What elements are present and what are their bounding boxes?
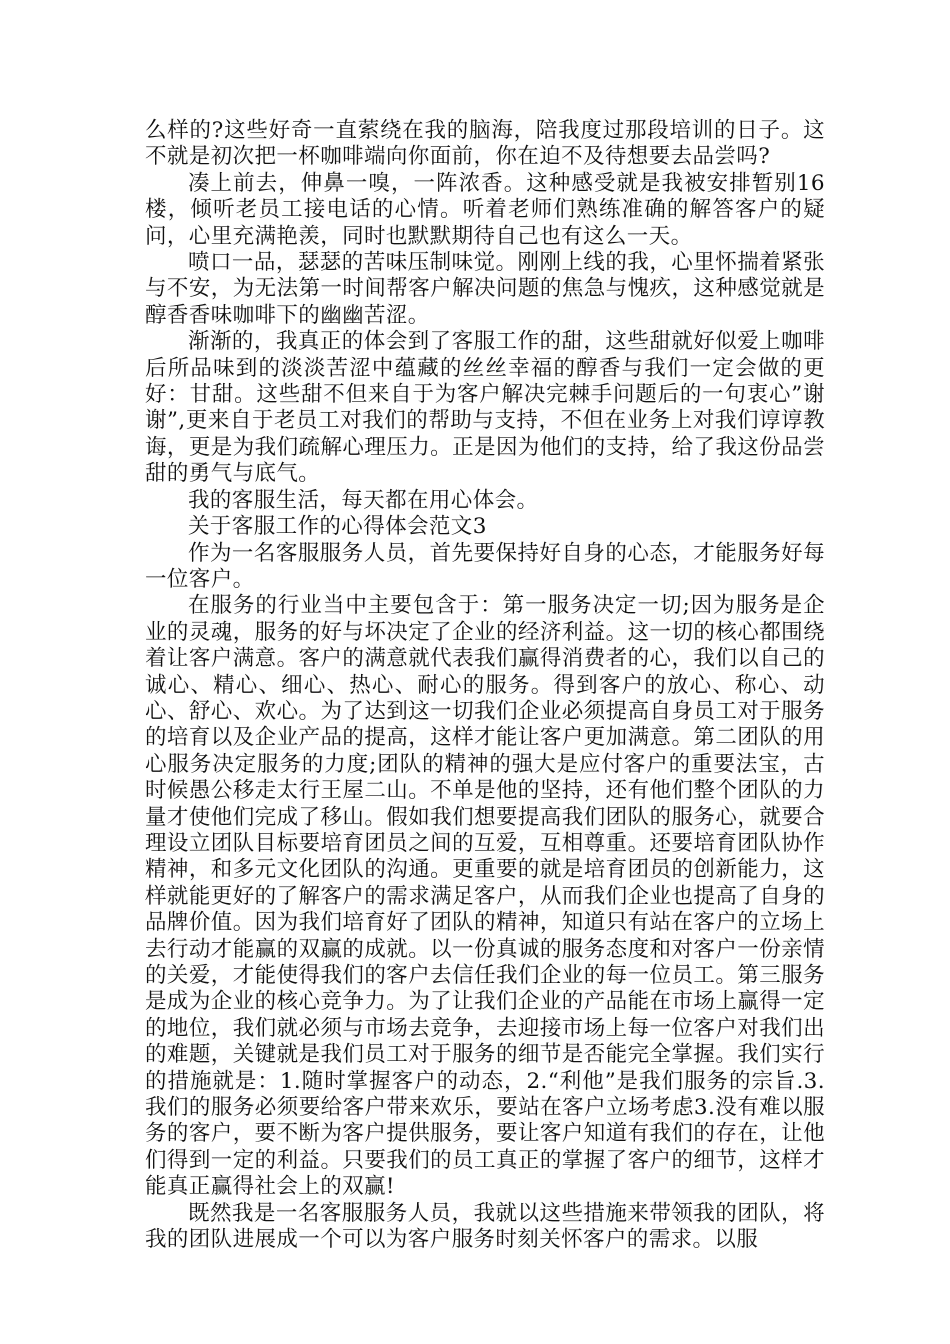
paragraph-5: 我的客服生活，每天都在用心体会。 bbox=[188, 487, 539, 513]
paragraph-3: 喷口一品，瑟瑟的苦味压制味觉。刚刚上线的我，心里怀揣着紧张与不安，为无法第一时间帮客户解决问题的焦急与愧疚，这种感觉就是醇香香味咖啡下的幽幽苦涩。 bbox=[145, 250, 825, 328]
document-body bbox=[145, 118, 825, 1253]
paragraph-9: 既然我是一名客服服务人员，我就以这些措施来带领我的团队，将我的团队进展成一个可以为客户服务时刻关怀客户的需求。以服 bbox=[145, 1200, 825, 1253]
section-heading: 关于客服工作的心得体会范文3 bbox=[188, 514, 487, 540]
paragraph-2: 凑上前去，伸鼻一嗅，一阵浓香。这种感受就是我被安排暂别16楼，倾听老员工接电话的心情。听着老师们熟练准确的解答客户的疑问，心里充满艳羡，同时也默默期待自己也有这么一天。 bbox=[145, 170, 825, 249]
paragraph-1: 么样的?这些好奇一直萦绕在我的脑海，陪我度过那段培训的日子。这不就是初次把一杯咖啡端向你面前，你在迫不及待想要去品尝吗? bbox=[145, 118, 825, 170]
paragraph-8: 在服务的行业当中主要包含于：第一服务决定一切;因为服务是企业的灵魂，服务的好与坏决定了企业的经济利益。这一切的核心都围绕着让客户满意。客户的满意就代表我们赢得消费者的心，我们以自己的诚心、精心、细心、热心、耐心的服务。得到客户的放心、称心、动心、舒心、欢心。为了达到这一切我们企业必须提高自身员工对于服务的培育以及企业产品的提高，这样才能让客户更加满意。第二团队的用心服务决定服务的力度;团队的精神的强大是应付客户的重要法宝，古时候愚公移走太行王屋二山。不单是他的坚持，还有他们整个团队的力量才使他们完成了移山。假如我们想要提高我们团队的服务心，就要合理设立团队目标要培育团员之间的互爱，互相尊重。还要培育团队协作精神，和多元文化团队的沟通。更重要的就是培育团员的创新能力，这样就能更好的了解客户的需求满足客户，从而我们企业也提高了自身的品牌价值。因为我们培育好了团队的精神，知道只有站在客户的立场上去行动才能赢的双赢的成就。以一份真诚的服务态度和对客户一份亲情的关爱，才能使得我们的客户去信任我们企业的每一位员工。第三服务是成为企业的核心竞争力。为了让我们企业的产品能在市场上赢得一定的地位，我们就必须与市场去竞争，去迎接市场上每一位客户对我们出的难题，关键就是我们员工对于服务的细节是否能完全掌握。我们实行的措施就是：1.随时掌握客户的动态，2.“利他”是我们服务的宗旨.3.我们的服务必须要给客户带来欢乐，要站在客户立场考虑3.没有难以服务的客户，要不断为客户提供服务，要让客户知道有我们的存在，让他们得到一定的利益。只要我们的员工真正的掌握了客户的细节，这样才能真正赢得社会上的双赢! bbox=[145, 593, 825, 1200]
paragraph-4: 渐渐的，我真正的体会到了客服工作的甜，这些甜就好似爱上咖啡后所品味到的淡淡苦涩中蕴藏的丝丝幸福的醇香与我们一定会做的更好：甘甜。这些甜不但来自于为客户解决完棘手问题后的一句衷心”谢谢”,更来自于老员工对我们的帮助与支持，不但在业务上对我们谆谆教诲，更是为我们疏解心理压力。正是因为他们的支持，给了我这份品尝甜的勇气与底气。 bbox=[145, 329, 825, 487]
paragraph-7: 作为一名客服服务人员，首先要保持好自身的心态，才能服务好每一位客户。 bbox=[145, 540, 825, 592]
